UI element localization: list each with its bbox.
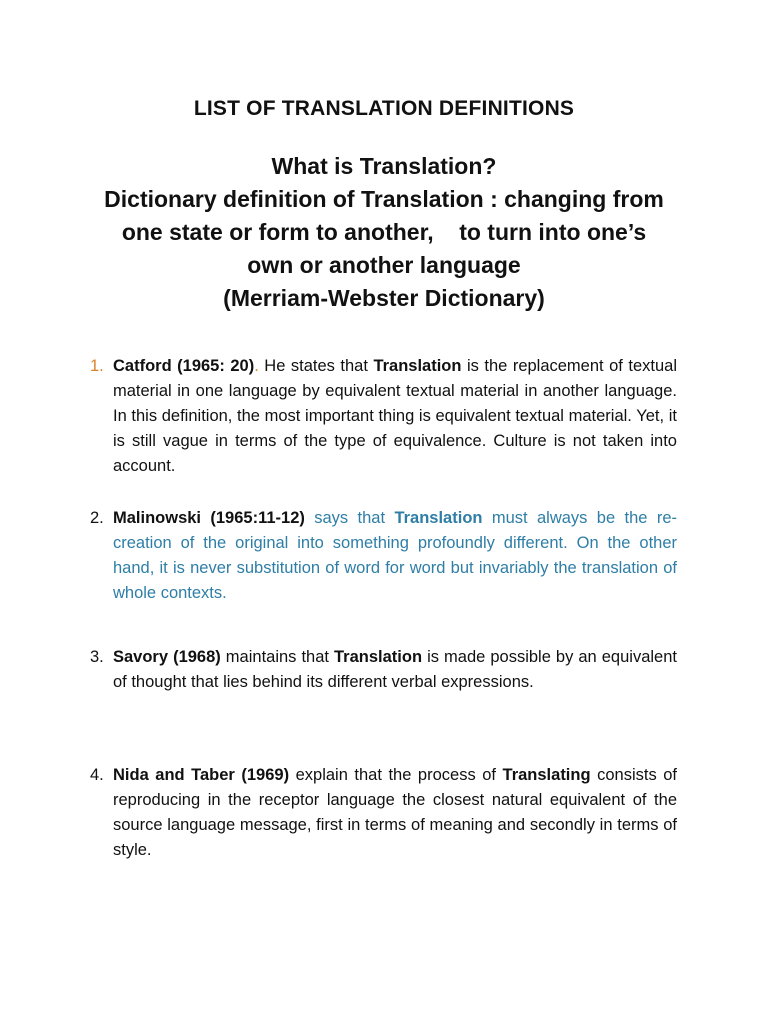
definition-text: says that — [304, 509, 395, 527]
citation-punct: . — [254, 357, 259, 375]
author-citation: Catford (1965: 20) — [113, 357, 255, 375]
translation-heading — [60, 150, 708, 315]
definition-text: maintains that — [220, 648, 335, 666]
author-citation: Savory (1968) — [113, 648, 221, 666]
definition-text: is the replacement of textual material in one language by equivalent textual material in another language. In this definition, the most important thing is equivalent textual material. Yet, it is still vague in terms of the type of equivalence. Culture is not taken into account. — [113, 357, 677, 475]
key-term: Translation — [334, 648, 423, 666]
definition-text: is made possible by an equivalent of thought that lies behind its different verbal expressions. — [113, 648, 677, 691]
list-number: 3. — [90, 648, 104, 666]
heading-line: own or another language — [247, 252, 521, 278]
definition-item-nida-taber — [90, 763, 677, 863]
list-number: 4. — [90, 766, 104, 784]
heading-line: one state or form to another, to turn into one’s — [121, 219, 647, 245]
key-term: Translation — [373, 357, 462, 375]
list-number: 1. — [90, 357, 104, 375]
heading-line: (Merriam-Webster Dictionary) — [223, 285, 545, 311]
list-number: 2. — [90, 509, 104, 527]
author-citation: Malinowski (1965:11-12) — [113, 509, 305, 527]
key-term: Translating — [502, 766, 591, 784]
definition-text: must always be the re-creation of the original into something profoundly different. On the other hand, it is never substitution of word for word but invariably the translation of whole contexts. — [113, 509, 677, 602]
heading-line: What is Translation? — [271, 153, 497, 179]
definition-text: explain that the process of — [289, 766, 503, 784]
definition-text: He states that — [258, 357, 374, 375]
definition-item-catford — [90, 354, 677, 479]
document-title: LIST OF TRANSLATION DEFINITIONS — [193, 97, 575, 120]
definition-item-savory — [90, 645, 677, 695]
definition-text: consists of reproducing in the receptor language the closest natural equivalent of the source language message, first in terms of meaning and secondly in terms of style. — [113, 766, 677, 859]
author-citation: Nida and Taber (1969) — [113, 766, 290, 784]
key-term: Translation — [394, 509, 483, 527]
heading-line: Dictionary definition of Translation : changing from — [104, 186, 664, 212]
definition-item-malinowski — [90, 506, 677, 606]
